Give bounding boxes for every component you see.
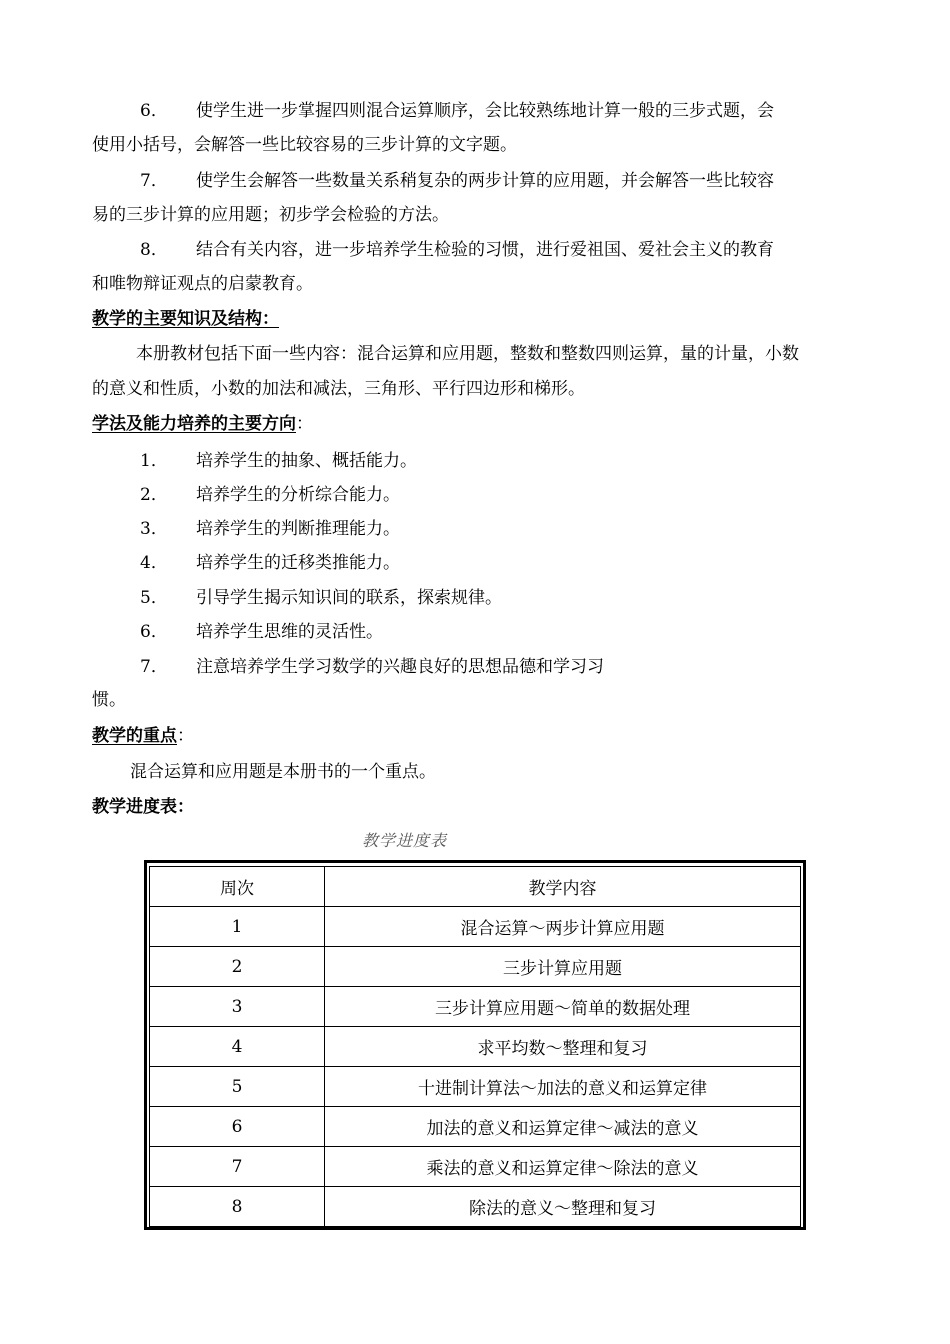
header-content: 教学内容 <box>325 867 801 907</box>
week-cell: 6 <box>150 1107 325 1147</box>
content-cell: 求平均数～整理和复习 <box>325 1027 801 1067</box>
table-row <box>150 987 801 1027</box>
content-cell: 三步计算应用题 <box>325 947 801 987</box>
schedule-caption: 教学进度表 <box>362 831 448 850</box>
table-row <box>150 1107 801 1147</box>
goal-6-line1: 6． 使学生进一步掌握四则混合运算顺序，会比较熟练地计算一般的三步式题，会 <box>140 101 774 121</box>
table-header-row <box>150 867 801 907</box>
schedule-heading: 教学进度表： <box>92 797 194 817</box>
method-item-6: 6． 培养学生思维的灵活性。 <box>140 622 383 642</box>
table-row <box>150 1187 801 1227</box>
table-row <box>150 907 801 947</box>
week-cell: 7 <box>150 1147 325 1187</box>
week-cell: 1 <box>150 907 325 947</box>
knowledge-line2: 的意义和性质，小数的加法和减法，三角形、平行四边形和梯形。 <box>92 379 585 399</box>
content-cell: 混合运算～两步计算应用题 <box>325 907 801 947</box>
methods-heading: 学法及能力培养的主要方向： <box>92 414 313 434</box>
method-item-1: 1． 培养学生的抽象、概括能力。 <box>140 451 417 471</box>
header-week: 周次 <box>150 867 325 907</box>
week-cell: 4 <box>150 1027 325 1067</box>
week-cell: 5 <box>150 1067 325 1107</box>
method-item-2: 2． 培养学生的分析综合能力。 <box>140 485 400 505</box>
table-row <box>150 1147 801 1187</box>
content-cell: 加法的意义和运算定律～减法的意义 <box>325 1107 801 1147</box>
focus-text: 混合运算和应用题是本册书的一个重点。 <box>130 762 436 782</box>
content-cell: 十进制计算法～加法的意义和运算定律 <box>325 1067 801 1107</box>
method-item-7: 7． 注意培养学生学习数学的兴趣良好的思想品德和学习习 <box>140 657 604 677</box>
content-cell: 除法的意义～整理和复习 <box>325 1187 801 1227</box>
content-cell: 三步计算应用题～简单的数据处理 <box>325 987 801 1027</box>
method-item-3: 3． 培养学生的判断推理能力。 <box>140 519 400 539</box>
method-item-4: 4． 培养学生的迁移类推能力。 <box>140 553 400 573</box>
method-item-5: 5． 引导学生揭示知识间的联系，探索规律。 <box>140 588 502 608</box>
goal-6-line2: 使用小括号，会解答一些比较容易的三步计算的文字题。 <box>92 135 517 155</box>
knowledge-line1: 本册教材包括下面一些内容：混合运算和应用题，整数和整数四则运算，量的计量，小数 <box>136 344 799 364</box>
week-cell: 3 <box>150 987 325 1027</box>
goal-8-line2: 和唯物辩证观点的启蒙教育。 <box>92 274 313 294</box>
week-cell: 8 <box>150 1187 325 1227</box>
table-row <box>150 1067 801 1107</box>
table-row <box>150 947 801 987</box>
content-cell: 乘法的意义和运算定律～除法的意义 <box>325 1147 801 1187</box>
goal-7-line2: 易的三步计算的应用题；初步学会检验的方法。 <box>92 205 449 225</box>
method-item-7-wrap: 惯。 <box>92 690 126 710</box>
goal-7-line1: 7． 使学生会解答一些数量关系稍复杂的两步计算的应用题，并会解答一些比较容 <box>140 171 774 191</box>
schedule-table <box>149 866 801 1227</box>
week-cell: 2 <box>150 947 325 987</box>
focus-heading: 教学的重点： <box>92 726 194 746</box>
goal-8-line1: 8． 结合有关内容，进一步培养学生检验的习惯，进行爱祖国、爱社会主义的教育 <box>140 240 774 260</box>
knowledge-heading: 教学的主要知识及结构： <box>92 309 279 329</box>
table-row <box>150 1027 801 1067</box>
